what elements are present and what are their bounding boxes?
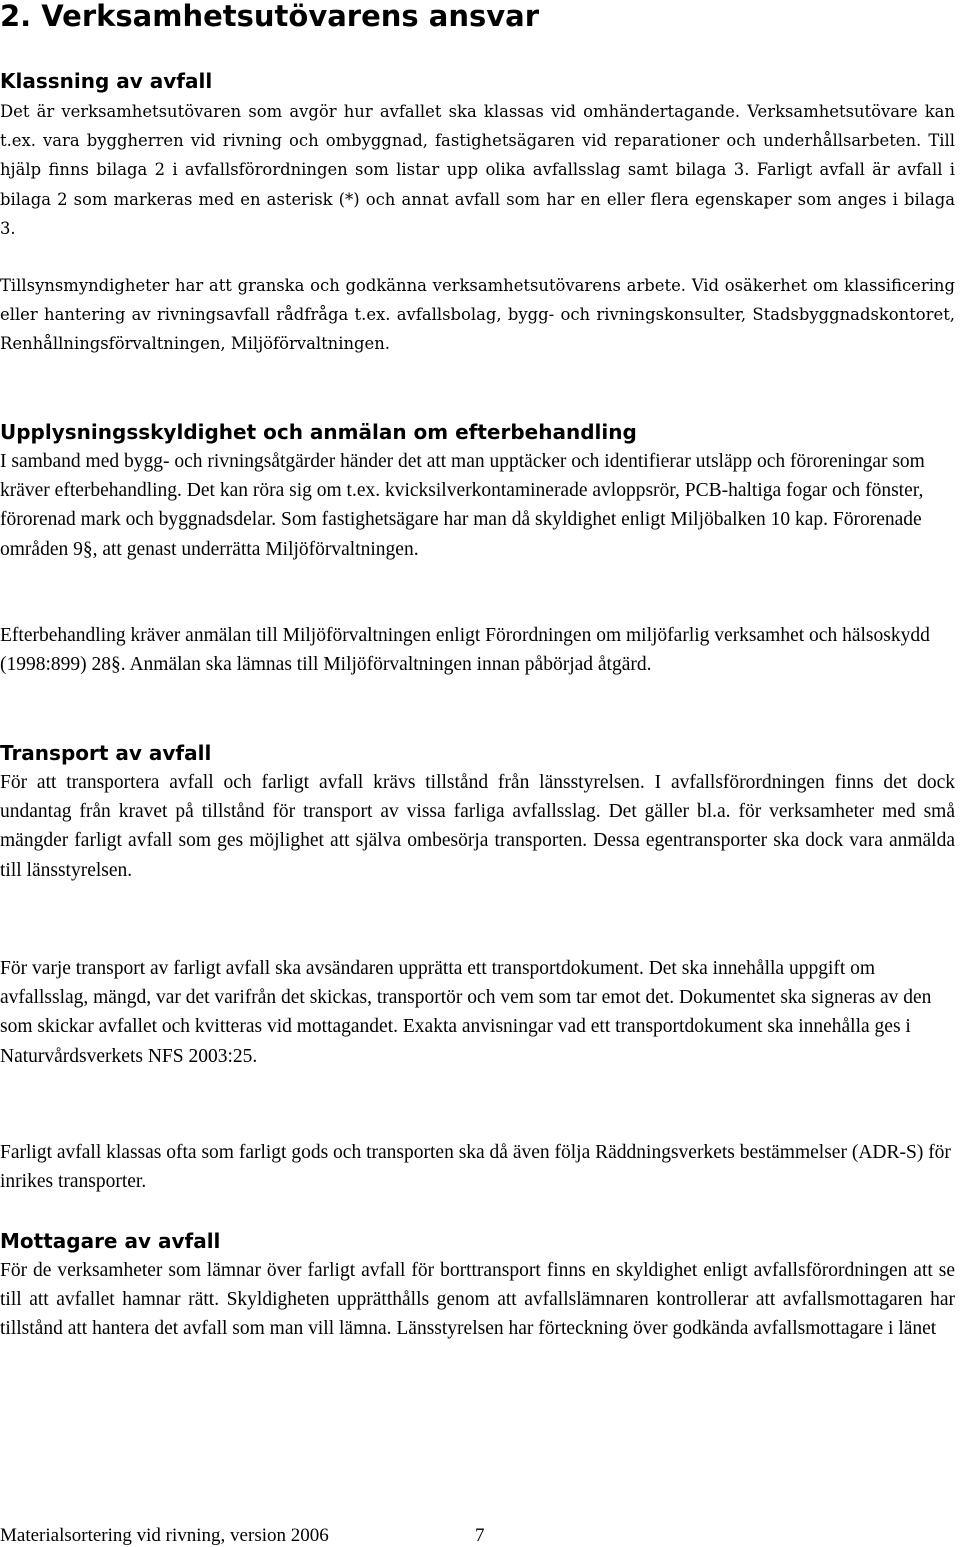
paragraph-transport-1: För att transportera avfall och farligt avfall krävs tillstånd från länsstyrelsen. I avfallsförordningen finns det dock undantag från kravet på tillstånd för transport av vissa farliga avfallsslag. Det gäller bl.a. för verksamheter med små mängder farligt avfall som ges möjlighet att själva ombesörja transporten. Dessa egentransporter ska dock vara anmälda till länsstyrelsen. — [0, 772, 955, 881]
paragraph-upplysning-2: Efterbehandling kräver anmälan till Miljöförvaltningen enligt Förordningen om miljöfarlig verksamhet och hälsoskydd (1998:899) 28§. Anmälan ska lämnas till Miljöförvaltningen innan påbörjad åtgärd. — [0, 625, 930, 676]
section-heading-upplysningsskyldighet: Upplysningsskyldighet och anmälan om efterbehandling — [0, 420, 637, 444]
paragraph-klassning-2: Tillsynsmyndigheter har att granska och godkänna verksamhetsutövarens arbete. Vid osäkerhet om klassificering eller hantering av rivningsavfall rådfråga t.ex. avfallsbolag, bygg- och rivningskonsulter, Stadsbyggnadskontoret, Renhållningsförvaltningen, Miljöförvaltningen. — [0, 276, 955, 354]
footer-page-number: 7 — [475, 1525, 485, 1546]
footer-document-title: Materialsortering vid rivning, version 2006 — [0, 1525, 329, 1546]
section-heading-transport: Transport av avfall — [0, 741, 212, 765]
paragraph-mottagare-1: För de verksamheter som lämnar över farligt avfall för borttransport finns en skyldighet enligt avfallsförordningen att se till att avfallet hamnar rätt. Skyldigheten upprätthålls genom att avfallslämnaren kontrollerar att avfallsmottagaren har tillstånd att hantera det avfall som man vill lämna. Länsstyrelsen har förteckning över godkända avfallsmottagare i länet — [0, 1260, 955, 1340]
page-footer — [0, 1525, 485, 1547]
paragraph-transport-3: Farligt avfall klassas ofta som farligt gods och transporten ska då även följa Räddningsverkets bestämmelser (ADR-S) för inrikes transporter. — [0, 1142, 951, 1193]
section-heading-mottagare: Mottagare av avfall — [0, 1229, 221, 1253]
paragraph-transport-2: För varje transport av farligt avfall ska avsändaren upprätta ett transportdokument. Det ska innehålla uppgift om avfallsslag, mängd, var det varifrån det skickas, transportör och vem som tar emot det. Dokumentet ska signeras av den som skickar avfallet och kvitteras vid mottagandet. Exakta anvisningar vad ett transportdokument ska innehålla ges i Naturvårdsverkets NFS 2003:25. — [0, 958, 932, 1067]
page-title: 2. Verksamhetsutövarens ansvar — [0, 0, 540, 33]
section-heading-klassning: Klassning av avfall — [0, 69, 213, 93]
paragraph-upplysning-1: I samband med bygg- och rivningsåtgärder händer det att man upptäcker och identifierar utsläpp och föroreningar som kräver efterbehandling. Det kan röra sig om t.ex. kvicksilverkontaminerade avloppsrör, PCB-haltiga fogar och fönster, förorenad mark och byggnadsdelar. Som fastighetsägare har man då skyldighet enligt Miljöbalken 10 kap. Förorenade områden 9§, att genast underrätta Miljöförvaltningen. — [0, 451, 925, 560]
paragraph-klassning-1: Det är verksamhetsutövaren som avgör hur avfallet ska klassas vid omhändertagande. Verksamhetsutövare kan t.ex. vara byggherren vid rivning och ombyggnad, fastighetsägaren vid reparationer och underhållsarbeten. Till hjälp finns bilaga 2 i avfallsförordningen som listar upp olika avfallsslag samt bilaga 3. Farligt avfall är avfall i bilaga 2 som markeras med en asterisk (*) och annat avfall som har en eller flera egenskaper som anges i bilaga 3. — [0, 102, 955, 238]
